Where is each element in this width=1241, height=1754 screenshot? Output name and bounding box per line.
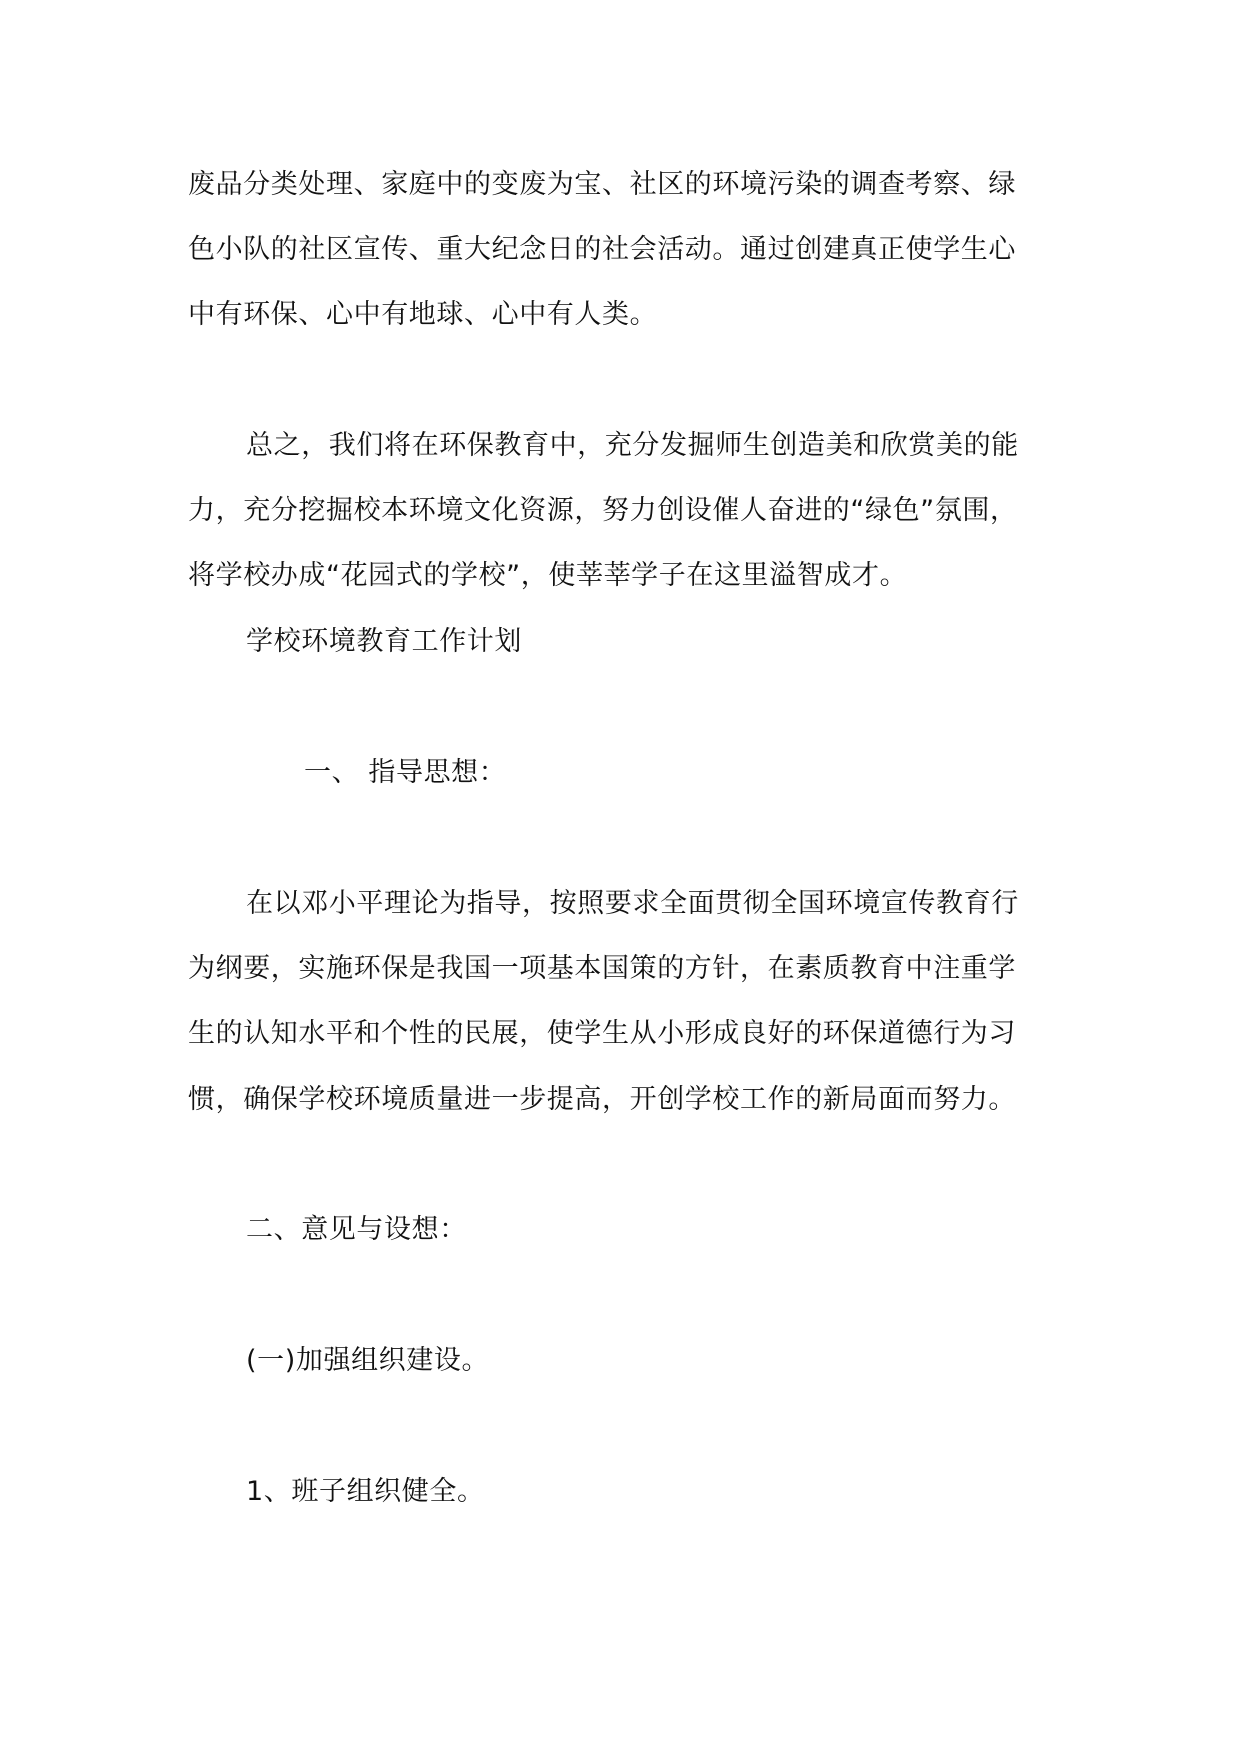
subsection-heading: (一)加强组织建设。 [246, 1345, 490, 1376]
section-heading: 一、 指导思想： [304, 757, 507, 788]
paragraph-line: 惯，确保学校环境质量进一步提高，开创学校工作的新局面而努力。 [188, 1084, 1016, 1115]
paragraph-line: 在以邓小平理论为指导，按照要求全面贯彻全国环境宣传教育行 [246, 888, 1019, 919]
paragraph-line: 废品分类处理、家庭中的变废为宝、社区的环境污染的调查考察、绿 [188, 169, 1016, 200]
section-heading: 二、意见与设想： [246, 1214, 467, 1245]
paragraph-line: 色小队的社区宣传、重大纪念日的社会活动。通过创建真正使学生心 [188, 234, 1016, 265]
paragraph-line: 将学校办成“花园式的学校”，使莘莘学子在这里溢智成才。 [188, 560, 908, 591]
list-item: 1、班子组织健全。 [246, 1476, 485, 1507]
paragraph-line: 力，充分挖掘校本环境文化资源，努力创设催人奋进的“绿色”氛围， [188, 495, 1018, 526]
document-title: 学校环境教育工作计划 [246, 626, 522, 657]
paragraph-line: 生的认知水平和个性的民展，使学生从小形成良好的环保道德行为习 [188, 1018, 1016, 1049]
paragraph-line: 中有环保、心中有地球、心中有人类。 [188, 299, 658, 330]
paragraph-line: 为纲要，实施环保是我国一项基本国策的方针，在素质教育中注重学 [188, 953, 1016, 984]
paragraph-line: 总之，我们将在环保教育中，充分发掘师生创造美和欣赏美的能 [246, 430, 1019, 461]
